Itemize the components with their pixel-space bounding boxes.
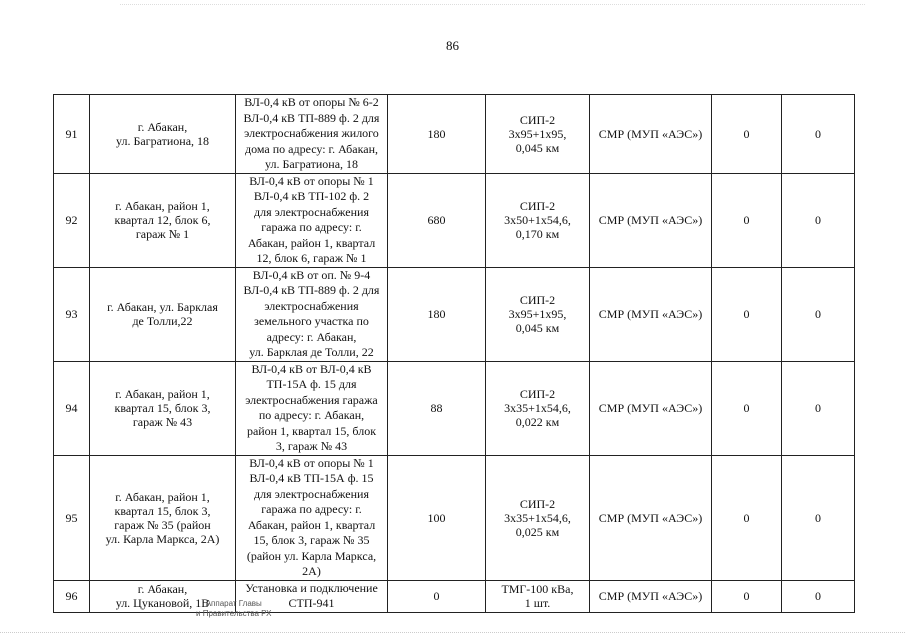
cell-line: Абакан, район 1, квартал — [247, 517, 376, 532]
cell-length: 180 — [388, 267, 486, 361]
cell-value-2: 0 — [782, 173, 855, 267]
cell-line: ВЛ-0,4 кВ ТП-102 ф. 2 — [253, 189, 370, 203]
cell-line: СТП-941 — [288, 596, 335, 610]
cell-line: (район ул. Карла Маркса, — [246, 548, 377, 563]
cell-line: ТМГ-100 кВа, — [501, 582, 574, 596]
cell-line: электроснабжения жилого — [244, 126, 379, 140]
cell-line: Абакан, район 1, квартал — [247, 235, 376, 250]
cell-length: 180 — [388, 95, 486, 174]
data-table — [53, 94, 855, 613]
cell-line: электроснабжения гаража — [245, 392, 378, 407]
cell-line: ул. Цукановой, 1В — [115, 596, 210, 610]
cell-value-1: 0 — [712, 95, 782, 174]
cell-value-1: 0 — [712, 173, 782, 267]
cell-line: для электроснабжения — [254, 204, 369, 219]
cell-line: 3х35+1х54,6, — [504, 401, 571, 415]
cell-work-type: СМР (МУП «АЭС») — [590, 455, 712, 580]
cell-line: дома по адресу: г. Абакан, — [245, 141, 378, 156]
table-row — [54, 95, 855, 174]
cell-address — [90, 95, 236, 174]
cell-line: 0,025 км — [515, 524, 560, 539]
cell-line: ТП-15А ф. 15 для — [266, 377, 357, 391]
cell-line: ВЛ-0,4 кВ от ВЛ-0,4 кВ — [251, 361, 372, 376]
cell-value-2: 0 — [782, 361, 855, 455]
cell-line: СИП-2 — [519, 387, 556, 401]
footer-stamp — [196, 599, 271, 619]
cell-line: 2А) — [302, 564, 321, 578]
page-number: 86 — [446, 38, 459, 53]
cell-line: гараж № 1 — [135, 227, 190, 241]
cell-description — [236, 361, 388, 455]
cell-line: адресу: г. Абакан, — [266, 329, 357, 344]
cell-work-type: СМР (МУП «АЭС») — [590, 580, 712, 612]
cell-line: г. Абакан, ул. Барклая — [107, 300, 218, 314]
cell-value-2: 0 — [782, 580, 855, 612]
cell-number: 91 — [54, 95, 90, 174]
cell-length: 100 — [388, 455, 486, 580]
cell-value-1: 0 — [712, 580, 782, 612]
footer-stamp-line-1: Аппарат Главы — [205, 599, 262, 608]
cell-value-1: 0 — [712, 267, 782, 361]
scan-edge-top — [120, 4, 865, 5]
cell-length: 0 — [388, 580, 486, 612]
cell-cable — [486, 580, 590, 612]
cell-line: для электроснабжения — [254, 486, 369, 501]
cell-cable — [486, 455, 590, 580]
cell-length: 680 — [388, 173, 486, 267]
cell-line: 15, блок 3, гараж № 35 — [253, 533, 370, 547]
cell-line: 3х95+1х95, — [508, 307, 567, 321]
cell-line: по адресу: г. Абакан, — [258, 408, 365, 422]
cell-value-2: 0 — [782, 267, 855, 361]
cell-value-2: 0 — [782, 95, 855, 174]
cell-line: ул. Багратиона, 18 — [115, 133, 210, 148]
cell-line: ВЛ-0,4 кВ от опоры № 6-2 — [244, 95, 379, 109]
cell-line: гараж № 35 (район — [114, 517, 211, 532]
cell-line: г. Абакан, район 1, — [115, 489, 210, 504]
cell-line: СИП-2 — [519, 293, 556, 307]
cell-number: 94 — [54, 361, 90, 455]
cell-line: 3х50+1х54,6, — [504, 213, 571, 227]
cell-line: г. Абакан, — [137, 119, 188, 134]
cell-line: 0,170 км — [515, 227, 560, 241]
cell-line: ул. Барклая де Толли, 22 — [249, 345, 374, 359]
cell-line: ул. Багратиона, 18 — [264, 157, 359, 171]
cell-address — [90, 173, 236, 267]
cell-work-type: СМР (МУП «АЭС») — [590, 267, 712, 361]
cell-line: г. Абакан, — [137, 582, 188, 596]
cell-length: 88 — [388, 361, 486, 455]
cell-number: 92 — [54, 173, 90, 267]
table-body — [54, 95, 855, 613]
cell-description — [236, 455, 388, 580]
cell-work-type: СМР (МУП «АЭС») — [590, 361, 712, 455]
cell-line: квартал 15, блок 3, — [114, 401, 211, 415]
cell-line: 3х95+1х95, — [508, 126, 567, 141]
cell-line: г. Абакан, район 1, — [115, 199, 210, 213]
cell-line: 0,022 км — [515, 415, 560, 429]
cell-line: квартал 12, блок 6, — [114, 213, 211, 227]
footer-stamp-line-2: и Правительства РХ — [196, 609, 272, 618]
cell-value-2: 0 — [782, 455, 855, 580]
cell-number: 95 — [54, 455, 90, 580]
cell-cable — [486, 361, 590, 455]
cell-line: 12, блок 6, гараж № 1 — [256, 251, 367, 265]
cell-line: 0,045 км — [515, 321, 560, 335]
cell-line: ВЛ-0,4 кВ ТП-15А ф. 15 — [249, 471, 374, 485]
cell-line: 1 шт. — [524, 596, 551, 610]
cell-line: СИП-2 — [519, 199, 556, 213]
cell-description — [236, 95, 388, 174]
cell-line: ВЛ-0,4 кВ от опоры № 1 — [249, 455, 374, 470]
cell-line: ВЛ-0,4 кВ ТП-889 ф. 2 для — [243, 283, 380, 297]
cell-address — [90, 361, 236, 455]
table-row — [54, 455, 855, 580]
cell-work-type: СМР (МУП «АЭС») — [590, 173, 712, 267]
cell-line: ВЛ-0,4 кВ от опоры № 1 — [249, 173, 374, 188]
cell-number: 96 — [54, 580, 90, 612]
cell-line: гаража по адресу: г. — [261, 220, 362, 234]
cell-line: гараж № 43 — [132, 415, 193, 429]
cell-work-type: СМР (МУП «АЭС») — [590, 95, 712, 174]
table-row — [54, 173, 855, 267]
cell-cable — [486, 267, 590, 361]
cell-address — [90, 455, 236, 580]
scan-edge-bottom — [0, 632, 905, 633]
cell-line: район 1, квартал 15, блок — [246, 423, 377, 438]
cell-line: СИП-2 — [519, 496, 556, 511]
cell-line: ул. Карла Маркса, 2А) — [105, 531, 220, 546]
cell-line: де Толли,22 — [132, 314, 193, 328]
cell-line: земельного участка по — [254, 314, 369, 328]
cell-line: квартал 15, блок 3, — [114, 503, 211, 518]
cell-line: г. Абакан, район 1, — [115, 387, 210, 401]
cell-address — [90, 267, 236, 361]
cell-description — [236, 267, 388, 361]
table-row — [54, 267, 855, 361]
cell-value-1: 0 — [712, 455, 782, 580]
table-row — [54, 580, 855, 612]
cell-line: ВЛ-0,4 кВ ТП-889 ф. 2 для — [243, 110, 380, 125]
cell-cable — [486, 95, 590, 174]
cell-line: гаража по адресу: г. — [261, 502, 362, 516]
cell-line: 0,045 км — [515, 140, 560, 155]
cell-line: СИП-2 — [519, 112, 556, 127]
table-row — [54, 361, 855, 455]
cell-cable — [486, 173, 590, 267]
cell-number: 93 — [54, 267, 90, 361]
cell-line: Установка и подключение — [245, 580, 378, 595]
cell-description — [236, 173, 388, 267]
cell-line: 3х35+1х54,6, — [504, 510, 571, 525]
cell-value-1: 0 — [712, 361, 782, 455]
cell-line: ВЛ-0,4 кВ от оп. № 9-4 — [252, 267, 371, 282]
cell-line: 3, гараж № 43 — [275, 439, 348, 453]
cell-line: электроснабжения — [264, 298, 359, 313]
